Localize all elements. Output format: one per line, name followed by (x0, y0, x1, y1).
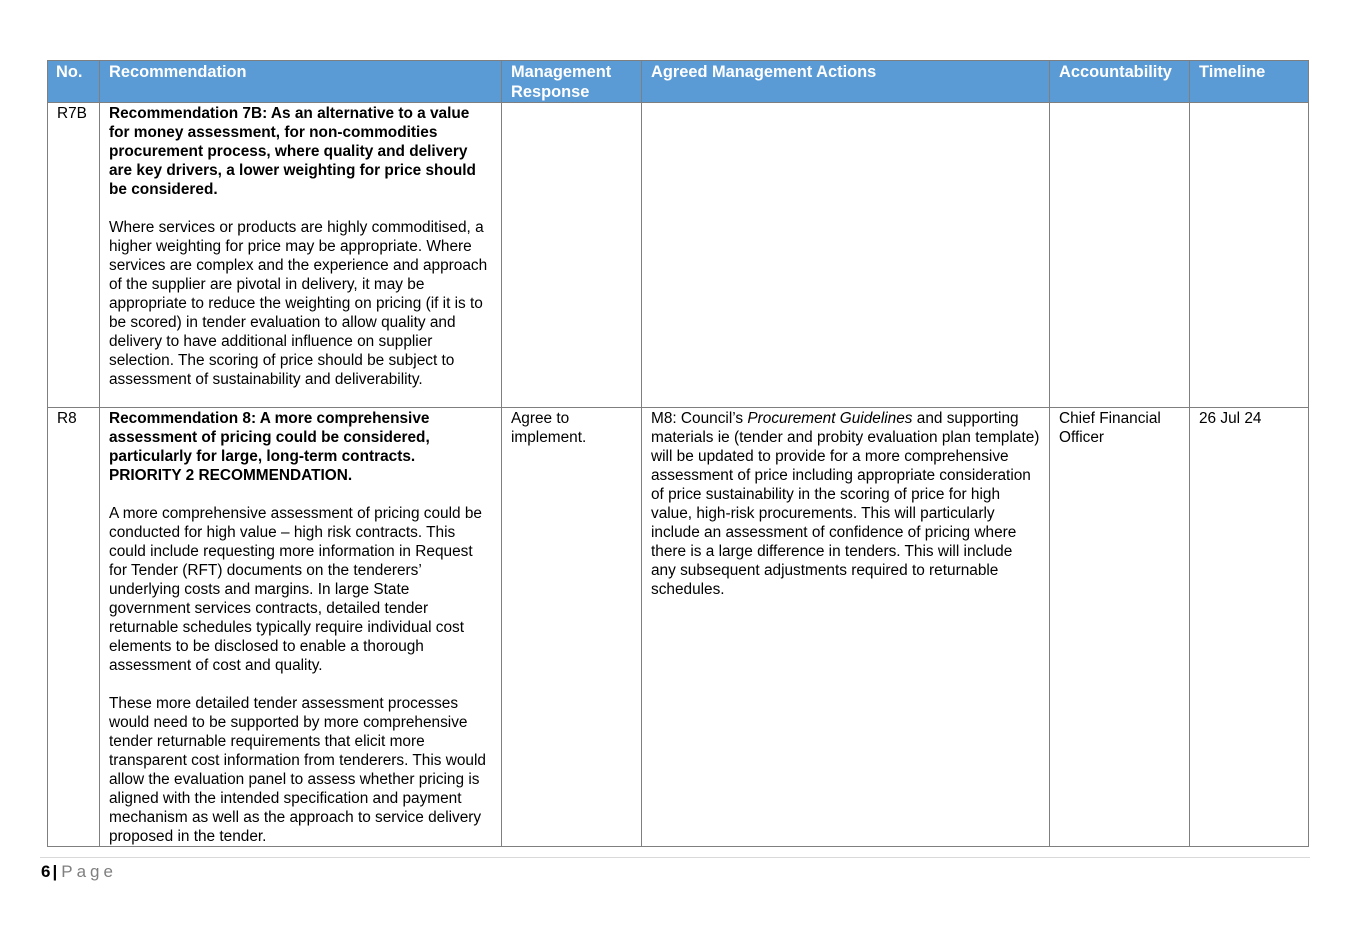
footer-separator: | (52, 862, 58, 881)
management-response-cell (502, 103, 642, 408)
table-row (48, 103, 1309, 408)
recommendation-cell (100, 103, 502, 408)
agreed-actions-text (651, 409, 1040, 599)
recommendation-title: Recommendation 7B: As an alternative to a value for money assessment, for non-commodities procurement process, where quality and delivery are key drivers, a lower weighting for price should be considered. (109, 105, 476, 198)
page-label: Page (61, 862, 117, 881)
recommendation-cell (100, 408, 502, 847)
table-row (48, 408, 1309, 847)
recommendations-table (47, 60, 1309, 847)
actions-document-title: Procurement Guidelines (747, 410, 913, 427)
accountability-cell: Chief Financial Officer (1050, 408, 1190, 847)
recommendations-table-container (47, 60, 1308, 847)
row-number: R8 (48, 408, 100, 847)
page-footer (41, 862, 117, 882)
timeline-cell: 26 Jul 24 (1190, 408, 1309, 847)
header-accountability: Accountability (1050, 61, 1190, 103)
page-number: 6 (41, 862, 51, 881)
footer-divider (40, 857, 1310, 858)
header-no: No. (48, 61, 100, 103)
timeline-cell (1190, 103, 1309, 408)
management-response-cell: Agree to implement. (502, 408, 642, 847)
header-recommendation: Recommendation (100, 61, 502, 103)
actions-prefix: M8: Council’s (651, 410, 748, 427)
table-header-row (48, 61, 1309, 103)
header-agreed-actions: Agreed Management Actions (642, 61, 1050, 103)
recommendation-paragraph: A more comprehensive assessment of pricing could be conducted for high value – high risk contracts. This could include requesting more information in Request for Tender (RFT) documents on the tenderers’ underlying costs and margins. In large State government services contracts, detailed tender returnable schedules typically require individual cost elements to be disclosed to enable a thorough assessment of cost and quality. (109, 505, 482, 674)
priority-label: PRIORITY 2 RECOMMENDATION. (109, 467, 353, 484)
actions-body: and supporting materials ie (tender and probity evaluation plan template) will be updated to provide for a more comprehensive assessment of price including appropriate consideration of price sustainability in the scoring of price for high value, high-risk procurements. This will particularly include an assessment of confidence of pricing where there is a large difference in tenders. This will include any subsequent adjustments required to returnable schedules. (651, 410, 1040, 598)
agreed-actions-cell (642, 103, 1050, 408)
header-management-response: Management Response (502, 61, 642, 103)
header-timeline: Timeline (1190, 61, 1309, 103)
recommendation-paragraph: These more detailed tender assessment processes would need to be supported by more comprehensive tender returnable requirements that elicit more transparent cost information from tenderers. This would allow the evaluation panel to assess whether pricing is aligned with the intended specification and payment mechanism as well as the approach to service delivery proposed in the tender. (109, 695, 486, 845)
recommendation-paragraph: Where services or products are highly commoditised, a higher weighting for price may be appropriate. Where services are complex and the experience and approach of the supplier are pivotal in delivery, it may be appropriate to reduce the weighting on pricing (if it is to be scored) in tender evaluation to allow quality and delivery to have additional influence on supplier selection. The scoring of price should be subject to assessment of sustainability and deliverability. (109, 219, 488, 388)
row-number: R7B (48, 103, 100, 408)
recommendation-title: Recommendation 8: A more comprehensive assessment of pricing could be considered, particularly for large, long-term contracts. (109, 410, 430, 465)
agreed-actions-cell (642, 408, 1050, 847)
accountability-cell (1050, 103, 1190, 408)
